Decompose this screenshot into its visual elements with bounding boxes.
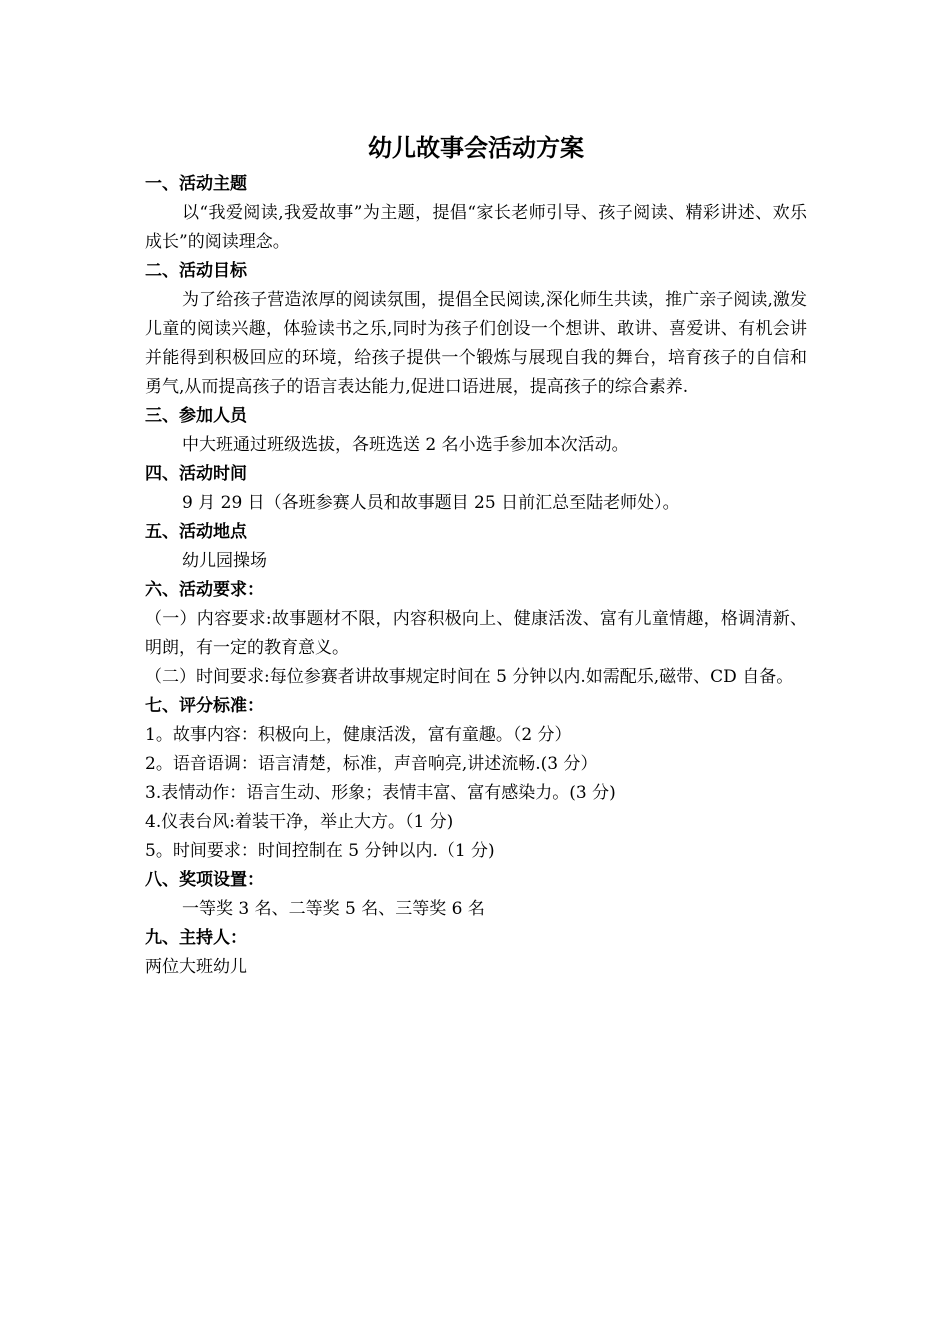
document-title: 幼儿故事会活动方案: [368, 133, 584, 162]
section-body-awards: 一等奖 3 名、二等奖 5 名、三等奖 6 名: [182, 899, 485, 919]
section-body-participants: 中大班通过班级选拔，各班选送 2 名小选手参加本次活动。: [182, 435, 629, 455]
section-heading-hosts: 九、主持人：: [145, 928, 247, 948]
scoring-item: 2。语音语调：语言清楚，标准，声音响亮,讲述流畅.(3 分）: [145, 754, 598, 774]
section-heading-time: 四、活动时间: [145, 464, 247, 484]
section-heading-location: 五、活动地点: [145, 522, 247, 542]
requirement-time: （二）时间要求:每位参赛者讲故事规定时间在 5 分钟以内.如需配乐,磁带、CD 自备。: [145, 667, 794, 687]
scoring-item: 5。时间要求：时间控制在 5 分钟以内.（1 分): [145, 841, 495, 861]
section-heading-requirements: 六、活动要求：: [145, 580, 264, 600]
scoring-item: 1。故事内容：积极向上，健康活泼，富有童趣。（2 分）: [145, 725, 572, 745]
scoring-item: 4.仪表台风:着装干净，举止大方。（1 分): [145, 812, 454, 832]
section-body-theme: 以“我爱阅读,我爱故事”为主题，提倡“家长老师引导、孩子阅读、精彩讲述、欢乐成长”的阅读理念。: [145, 203, 807, 252]
section-body-hosts: 两位大班幼儿: [145, 957, 247, 977]
document-page: [145, 128, 807, 982]
section-heading-awards: 八、奖项设置：: [145, 870, 264, 890]
section-heading-scoring: 七、评分标准：: [145, 696, 264, 716]
requirement-content: （一）内容要求:故事题材不限，内容积极向上、健康活泼、富有儿童情趣，格调清新、明朗，有一定的教育意义。: [145, 609, 807, 658]
scoring-item: 3.表情动作：语言生动、形象；表情丰富、富有感染力。(3 分): [145, 783, 616, 803]
section-body-location: 幼儿园操场: [182, 551, 267, 571]
section-body-goals: 为了给孩子营造浓厚的阅读氛围，提倡全民阅读,深化师生共读，推广亲子阅读,激发儿童的阅读兴趣，体验读书之乐,同时为孩子们创设一个想讲、敢讲、喜爱讲、有机会讲并能得到积极回应的环境，给孩子提供一个锻炼与展现自我的舞台，培育孩子的自信和勇气,从而提高孩子的语言表达能力,促进口语进展，提高孩子的综合素养.: [145, 290, 807, 397]
section-heading-theme: 一、活动主题: [145, 174, 247, 194]
section-heading-participants: 三、参加人员: [145, 406, 247, 426]
section-heading-goals: 二、活动目标: [145, 261, 247, 281]
section-body-time: 9 月 29 日（各班参赛人员和故事题目 25 日前汇总至陆老师处）。: [182, 493, 680, 513]
